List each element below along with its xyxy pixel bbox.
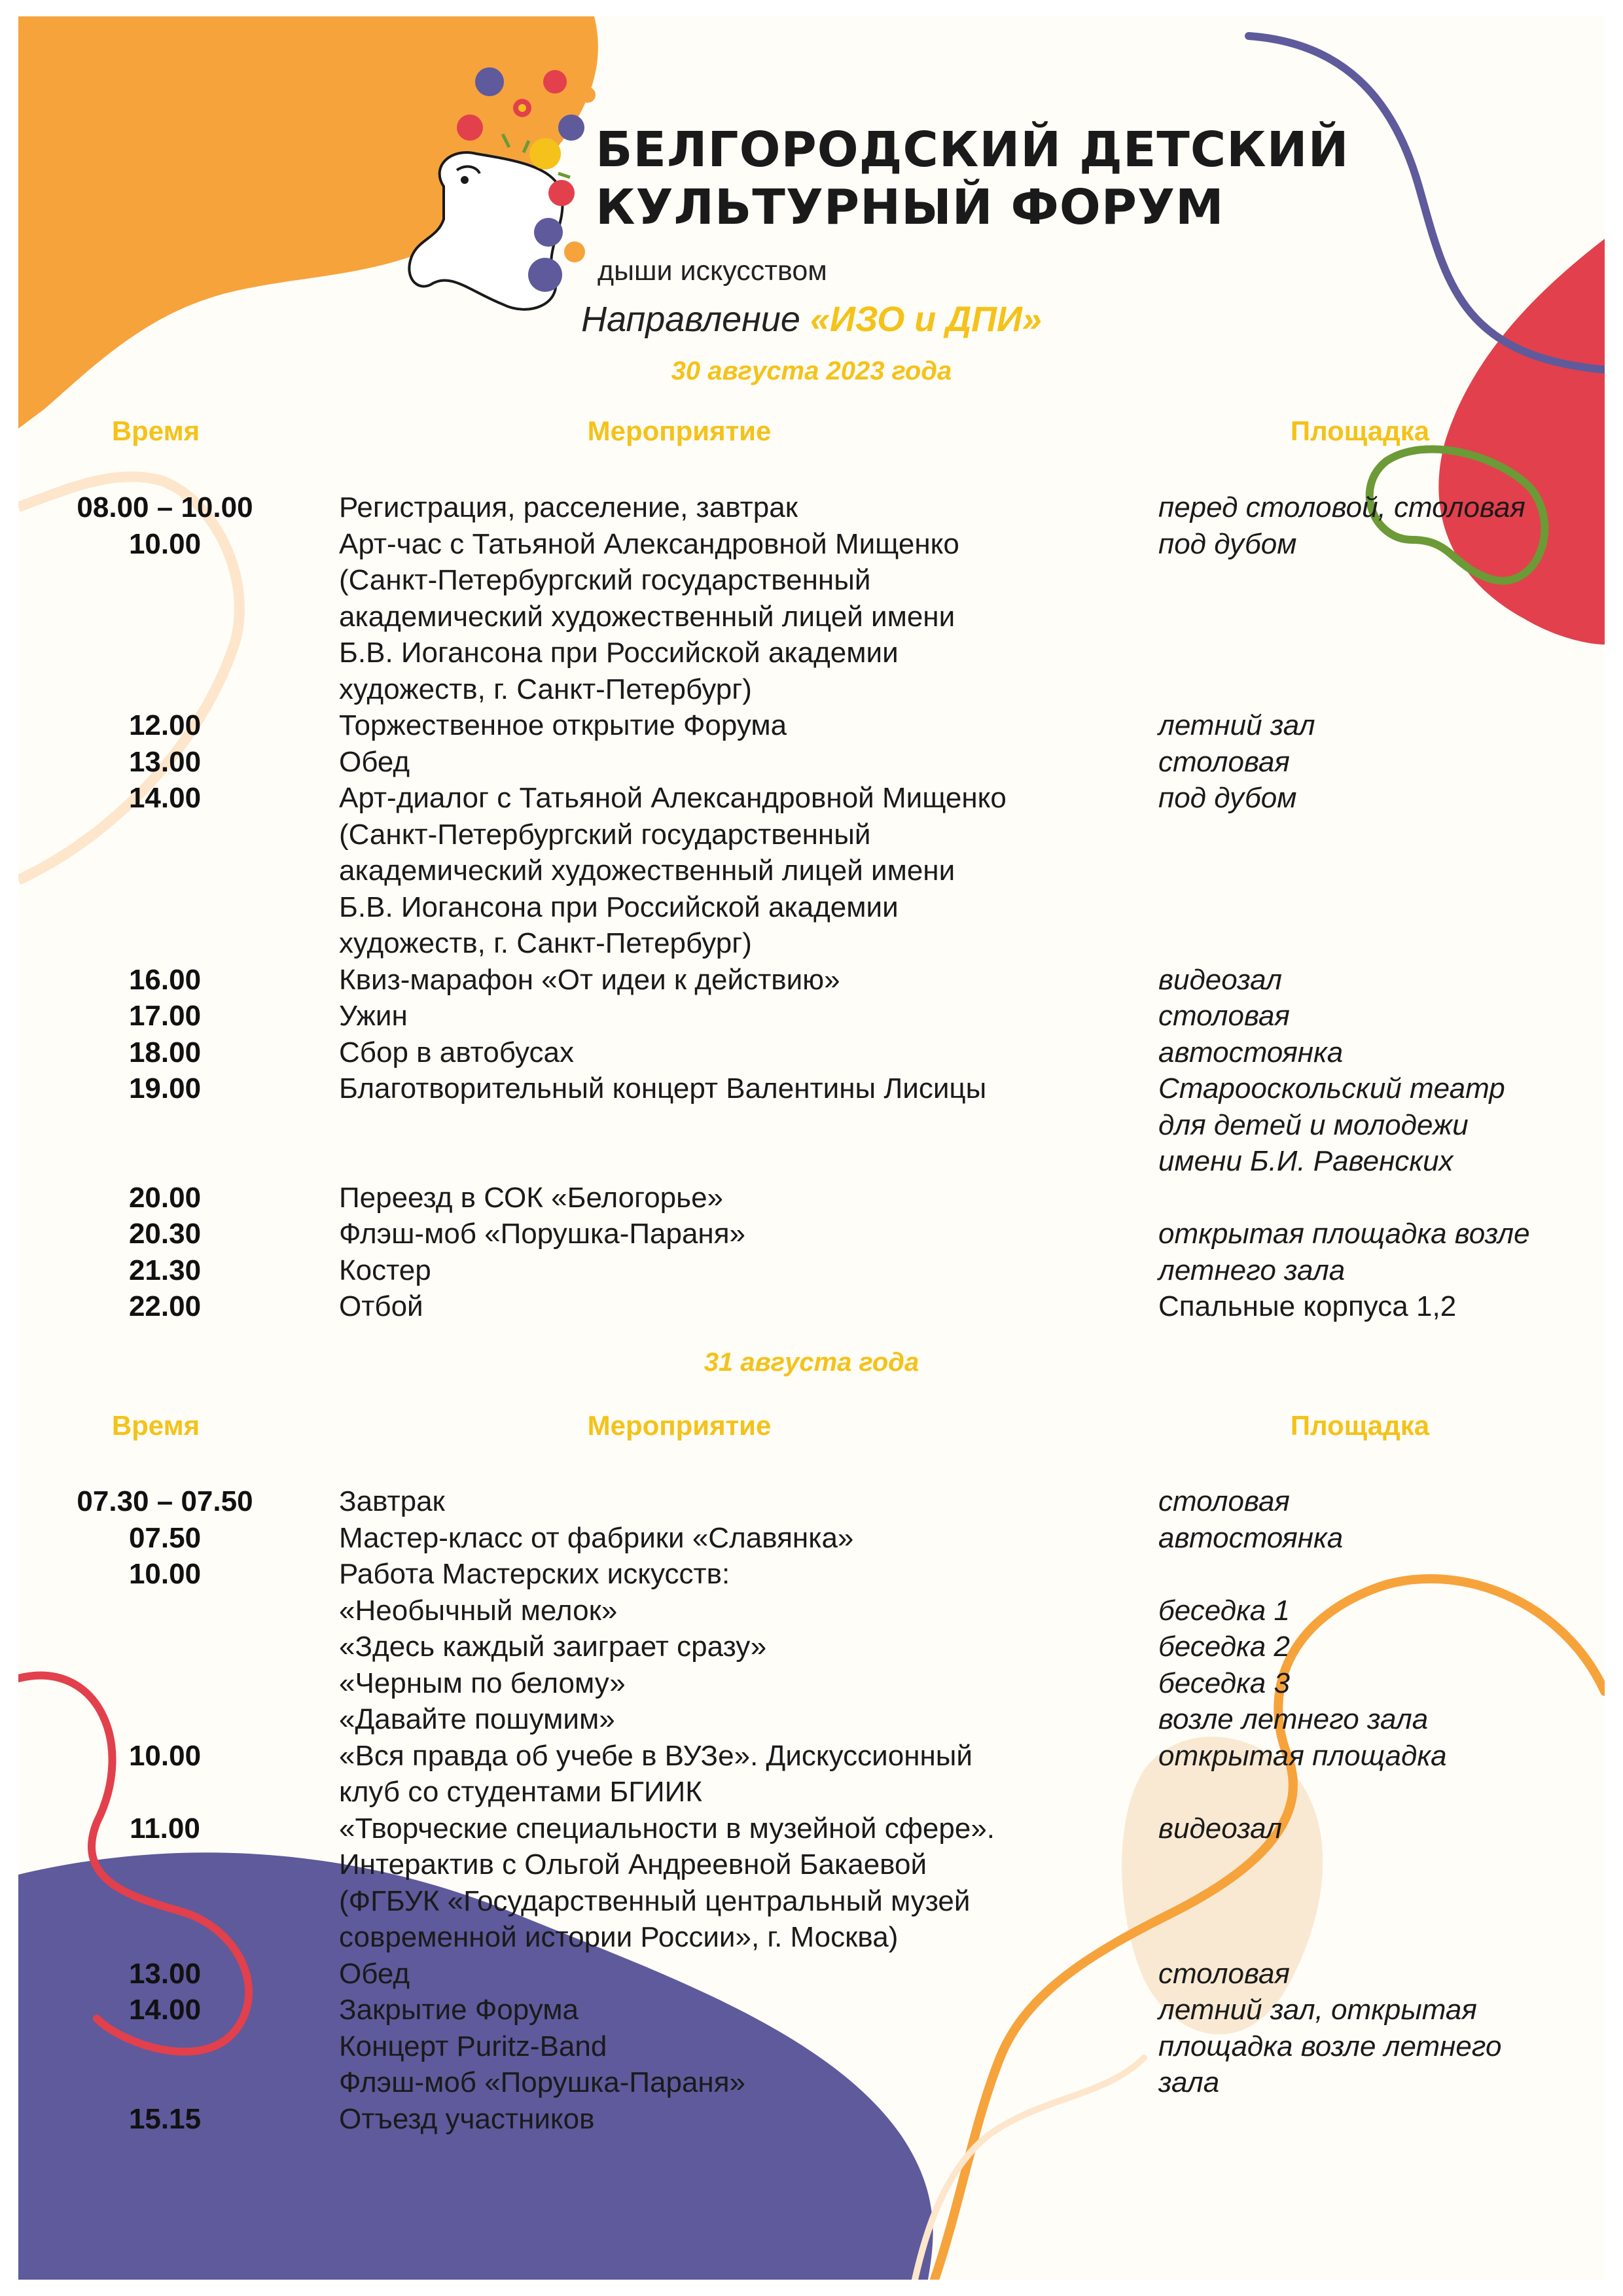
row-event	[339, 707, 1150, 744]
day2-schedule	[18, 1483, 1605, 2137]
header-event: Мероприятие	[587, 1410, 772, 1441]
event-line: «Давайте пошумим»	[339, 1703, 615, 1735]
day2-column-headers	[18, 1410, 1605, 1449]
place-line	[1158, 2101, 1603, 2138]
forum-slogan: дыши искусством	[597, 255, 827, 287]
row-place	[1158, 489, 1603, 526]
row-event	[339, 2101, 1150, 2138]
place-line: столовая	[1158, 745, 1290, 778]
event-line: Отбой	[339, 1290, 423, 1322]
place-line: открытая площадка возле	[1158, 1218, 1530, 1250]
event-line: Мастер-класс от фабрики «Славянка»	[339, 1521, 854, 1554]
row-place	[1158, 1483, 1603, 1520]
schedule-row	[18, 1483, 1605, 1520]
row-event	[339, 489, 1150, 526]
header-event: Мероприятие	[587, 415, 772, 446]
event-line: клуб со студентами БГИИК	[339, 1776, 702, 1808]
event-line: Переезд в СОК «Белогорье»	[339, 1181, 724, 1214]
forum-title-line-2: КУЛЬТУРНЫЙ ФОРУМ	[596, 179, 1224, 236]
header-time: Время	[111, 415, 200, 446]
schedule-row	[18, 744, 1605, 781]
place-line: беседка 3	[1158, 1667, 1290, 1699]
row-event	[339, 1992, 1150, 2101]
place-line: возле летнего зала	[1158, 1703, 1429, 1735]
schedule-row	[18, 1252, 1605, 1289]
place-line: площадка возле летнего	[1158, 2030, 1502, 2062]
schedule-row	[18, 1180, 1605, 1216]
place-line: под дубом	[1158, 527, 1297, 560]
event-line: Арт-час с Татьяной Александровной Мищенко	[339, 527, 959, 560]
schedule-row	[18, 1738, 1605, 1810]
place-line: автостоянка	[1158, 1521, 1344, 1554]
day1-column-headers	[18, 415, 1605, 455]
place-line: беседка 2	[1158, 1631, 1290, 1663]
row-event	[339, 1034, 1150, 1071]
place-line: видеозал	[1158, 1812, 1282, 1845]
event-line: Обед	[339, 745, 410, 778]
forum-title	[596, 121, 1349, 236]
row-event	[339, 1738, 1150, 1810]
direction-name: «ИЗО и ДПИ»	[810, 300, 1042, 339]
row-event	[339, 1216, 1150, 1252]
event-line: Флэш-моб «Порушка-Параня»	[339, 1218, 746, 1250]
row-time: 14.00	[128, 1994, 202, 2026]
event-line: Ужин	[339, 1000, 408, 1032]
place-line: Старооскольский театр	[1158, 1072, 1505, 1104]
header-place: Площадка	[1290, 415, 1430, 446]
header-time: Время	[111, 1410, 200, 1441]
row-place	[1158, 744, 1603, 781]
place-line	[1158, 1180, 1603, 1216]
schedule-sheet	[18, 16, 1605, 2280]
place-line	[1158, 1556, 1603, 1593]
row-place	[1158, 998, 1603, 1034]
place-line: столовая	[1158, 1485, 1290, 1517]
row-event	[339, 1556, 1150, 1738]
day1-date: 30 августа 2023 года	[671, 357, 952, 385]
row-place	[1158, 1556, 1603, 1738]
row-place	[1158, 962, 1603, 998]
row-place	[1158, 1216, 1603, 1252]
row-event	[339, 780, 1150, 962]
event-line	[339, 1107, 1150, 1144]
place-line: летний зал	[1158, 709, 1315, 741]
place-line: автостоянка	[1158, 1036, 1344, 1069]
row-event	[339, 962, 1150, 998]
event-line: Б.В. Иогансона при Российской академии	[339, 637, 899, 669]
event-line: (Санкт-Петербургский государственный	[339, 564, 871, 596]
event-line: Благотворительный концерт Валентины Лисицы	[339, 1072, 987, 1104]
event-line: Флэш-моб «Порушка-Параня»	[339, 2066, 746, 2098]
forum-title-line-1: БЕЛГОРОДСКИЙ ДЕТСКИЙ	[596, 122, 1349, 178]
row-event	[339, 1520, 1150, 1557]
row-time: 21.30	[128, 1254, 202, 1286]
event-line: Обед	[339, 1957, 410, 1990]
schedule-row	[18, 1034, 1605, 1071]
event-line: Работа Мастерских искусств:	[339, 1558, 730, 1590]
row-place	[1158, 2101, 1603, 2138]
event-line: Б.В. Иогансона при Российской академии	[339, 891, 899, 923]
row-place	[1158, 1180, 1603, 1216]
row-place	[1158, 1956, 1603, 1992]
place-line: перед столовой, столовая	[1158, 491, 1525, 523]
place-line: имени Б.И. Равенских	[1158, 1145, 1454, 1177]
day1-schedule	[18, 489, 1605, 1325]
place-line: беседка 1	[1158, 1594, 1290, 1627]
place-line: летний зал, открытая	[1158, 1994, 1477, 2026]
row-place	[1158, 1738, 1603, 1775]
row-time: 10.00	[128, 1739, 202, 1772]
event-line: «Необычный мелок»	[339, 1594, 618, 1627]
event-line: «Вся правда об учебе в ВУЗе». Дискуссионный	[339, 1739, 972, 1772]
row-event	[339, 744, 1150, 781]
schedule-row	[18, 1956, 1605, 1992]
schedule-row	[18, 1556, 1605, 1738]
place-line: для детей и молодежи	[1158, 1108, 1469, 1141]
row-time: 20.30	[128, 1218, 202, 1250]
place-line: Спальные корпуса 1,2	[1158, 1290, 1457, 1322]
event-line: академический художественный лицей имени	[339, 600, 955, 633]
row-place	[1158, 707, 1603, 744]
row-place	[1158, 1252, 1603, 1289]
day2-date: 31 августа года	[704, 1348, 919, 1377]
row-time: 22.00	[128, 1290, 202, 1322]
event-line: Квиз-марафон «От идеи к действию»	[339, 963, 840, 996]
schedule-row	[18, 1992, 1605, 2101]
event-line: «Черным по белому»	[339, 1667, 626, 1699]
event-line: Сбор в автобусах	[339, 1036, 574, 1069]
event-line: Регистрация, расселение, завтрак	[339, 491, 798, 523]
row-time: 10.00	[128, 527, 202, 560]
row-time: 16.00	[128, 963, 202, 996]
event-line: «Творческие специальности в музейной сфере».	[339, 1812, 995, 1845]
row-event	[339, 1483, 1150, 1520]
row-time: 12.00	[128, 709, 202, 741]
event-line: современной истории России», г. Москва)	[339, 1921, 899, 1953]
row-time: 08.00 – 10.00	[77, 491, 253, 523]
schedule-row	[18, 1288, 1605, 1325]
event-line: (ФГБУК «Государственный центральный музей	[339, 1884, 971, 1917]
row-place	[1158, 780, 1603, 817]
row-time: 17.00	[128, 1000, 202, 1032]
schedule-row	[18, 1070, 1605, 1180]
row-time: 19.00	[128, 1072, 202, 1104]
event-line: художеств, г. Санкт-Петербург)	[339, 673, 752, 705]
row-event	[339, 1180, 1150, 1216]
schedule-row	[18, 2101, 1605, 2138]
direction-prefix: Направление	[581, 300, 810, 339]
event-line: «Здесь каждый заиграет сразу»	[339, 1631, 767, 1663]
row-event	[339, 1956, 1150, 1992]
place-line: летнего зала	[1158, 1254, 1346, 1286]
row-time: 13.00	[128, 1957, 202, 1990]
event-line: Торжественное открытие Форума	[339, 709, 787, 741]
row-time: 18.00	[128, 1036, 202, 1069]
place-line: открытая площадка	[1158, 1739, 1447, 1772]
row-place	[1158, 1288, 1603, 1325]
row-event	[339, 998, 1150, 1034]
schedule-row	[18, 707, 1605, 744]
schedule-row	[18, 526, 1605, 708]
row-time: 07.50	[128, 1521, 202, 1554]
event-line: Завтрак	[339, 1485, 445, 1517]
row-place	[1158, 526, 1603, 563]
row-time: 13.00	[128, 745, 202, 778]
row-event	[339, 1288, 1150, 1325]
event-line: академический художественный лицей имени	[339, 855, 955, 887]
row-place	[1158, 1992, 1603, 2101]
row-event	[339, 1252, 1150, 1289]
row-time: 15.15	[128, 2102, 202, 2135]
place-line: под дубом	[1158, 782, 1297, 814]
event-line: (Санкт-Петербургский государственный	[339, 818, 871, 851]
row-place	[1158, 1810, 1603, 1847]
direction-heading	[18, 299, 1605, 340]
schedule-row	[18, 1520, 1605, 1557]
row-place	[1158, 1070, 1603, 1180]
place-line: зала	[1158, 2066, 1220, 2098]
event-line	[339, 1143, 1150, 1180]
schedule-row	[18, 1810, 1605, 1956]
row-event	[339, 526, 1150, 708]
event-line: Интерактив с Ольгой Андреевной Бакаевой	[339, 1848, 927, 1881]
schedule-row	[18, 780, 1605, 962]
row-time: 11.00	[130, 1812, 200, 1845]
place-line: столовая	[1158, 1957, 1290, 1990]
header-place: Площадка	[1290, 1410, 1430, 1441]
schedule-row	[18, 998, 1605, 1034]
schedule-row	[18, 489, 1605, 526]
row-time: 14.00	[128, 782, 202, 814]
row-place	[1158, 1034, 1603, 1071]
schedule-row	[18, 1216, 1605, 1252]
row-event	[339, 1070, 1150, 1180]
event-line: Концерт Puritz-Band	[339, 2030, 607, 2062]
row-place	[1158, 1520, 1603, 1557]
event-line: Костер	[339, 1254, 431, 1286]
place-line: столовая	[1158, 1000, 1290, 1032]
event-line: Закрытие Форума	[339, 1994, 579, 2026]
event-line: художеств, г. Санкт-Петербург)	[339, 927, 752, 959]
row-time: 07.30 – 07.50	[77, 1485, 253, 1517]
schedule-row	[18, 962, 1605, 998]
place-line: видеозал	[1158, 963, 1282, 996]
row-time: 10.00	[128, 1558, 202, 1590]
row-time: 20.00	[128, 1181, 202, 1214]
event-line: Отъезд участников	[339, 2102, 595, 2135]
row-event	[339, 1810, 1150, 1956]
event-line: Арт-диалог с Татьяной Александровной Мищенко	[339, 782, 1007, 814]
